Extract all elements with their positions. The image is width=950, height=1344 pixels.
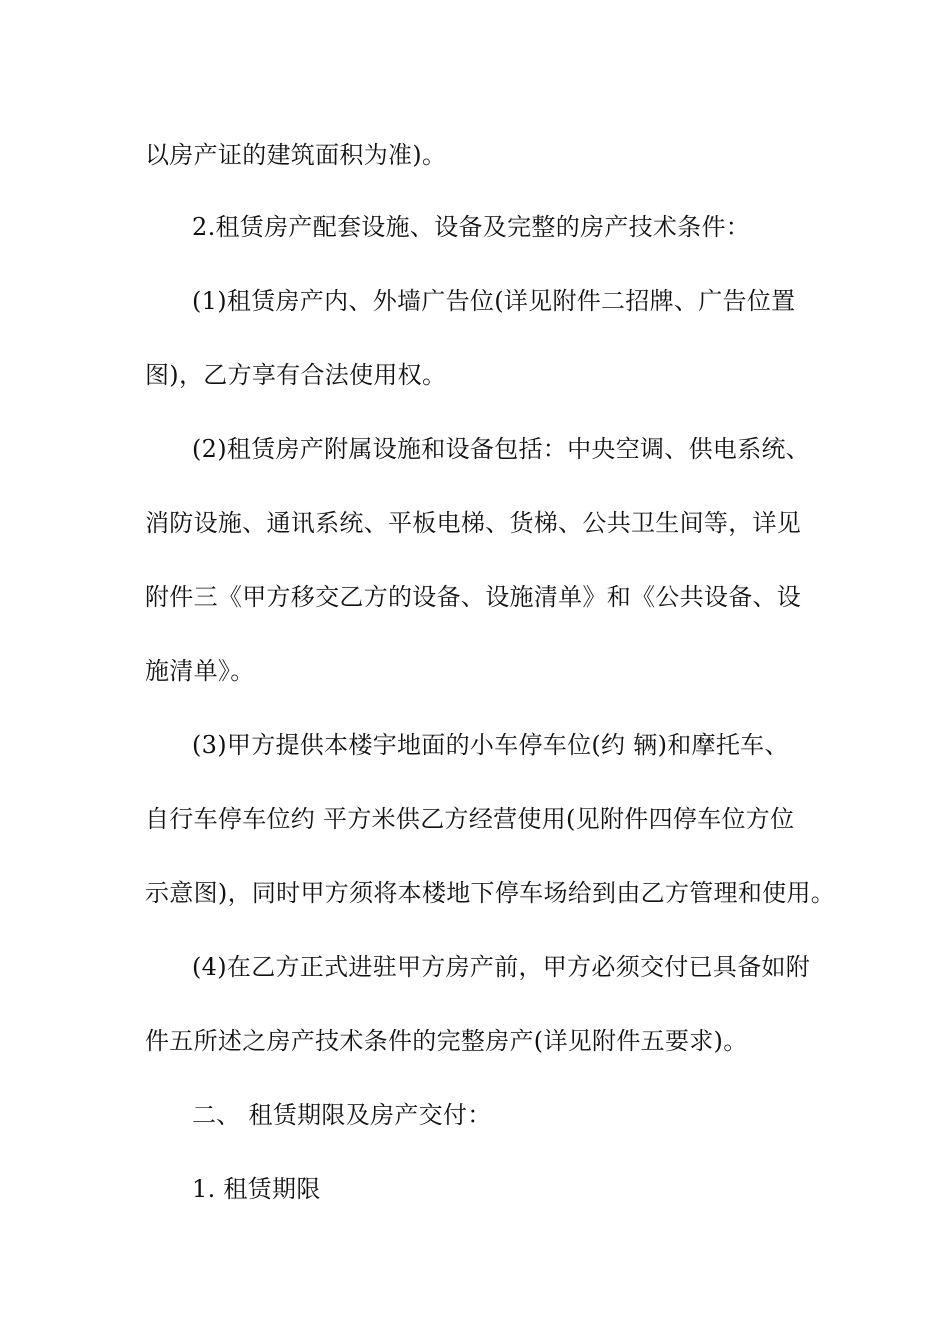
- section-item-heading: 2.租赁房产配套设施、设备及完整的房产技术条件：: [192, 213, 751, 241]
- section-heading: 二、 租赁期限及房产交付：: [192, 1101, 492, 1129]
- text-line: 附件三《甲方移交乙方的设备、设施清单》和《公共设备、设: [145, 583, 802, 611]
- text-line: (1)租赁房产内、外墙广告位(详见附件二招牌、广告位置: [192, 287, 796, 315]
- text-line: 消防设施、通讯系统、平板电梯、货梯、公共卫生间等，详见: [145, 509, 802, 537]
- text-line: 件五所述之房产技术条件的完整房产(详见附件五要求)。: [145, 1027, 748, 1055]
- text-line: 施清单》。: [145, 657, 255, 685]
- text-line: 自行车停车位约 平方米供乙方经营使用(见附件四停车位方位: [145, 805, 795, 833]
- subsection-heading: 1. 租赁期限: [192, 1175, 321, 1203]
- text-line: 示意图)，同时甲方须将本楼地下停车场给到由乙方管理和使用。: [145, 879, 836, 907]
- text-line: 图)，乙方享有合法使用权。: [145, 361, 447, 389]
- text-line: (3)甲方提供本楼宇地面的小车停车位(约 辆)和摩托车、: [192, 731, 789, 759]
- text-line: 以房产证的建筑面积为准)。: [145, 141, 447, 169]
- text-line: (2)租赁房产附属设施和设备包括：中央空调、供电系统、: [192, 435, 811, 463]
- text-line: (4)在乙方正式进驻甲方房产前，甲方必须交付已具备如附: [192, 953, 811, 981]
